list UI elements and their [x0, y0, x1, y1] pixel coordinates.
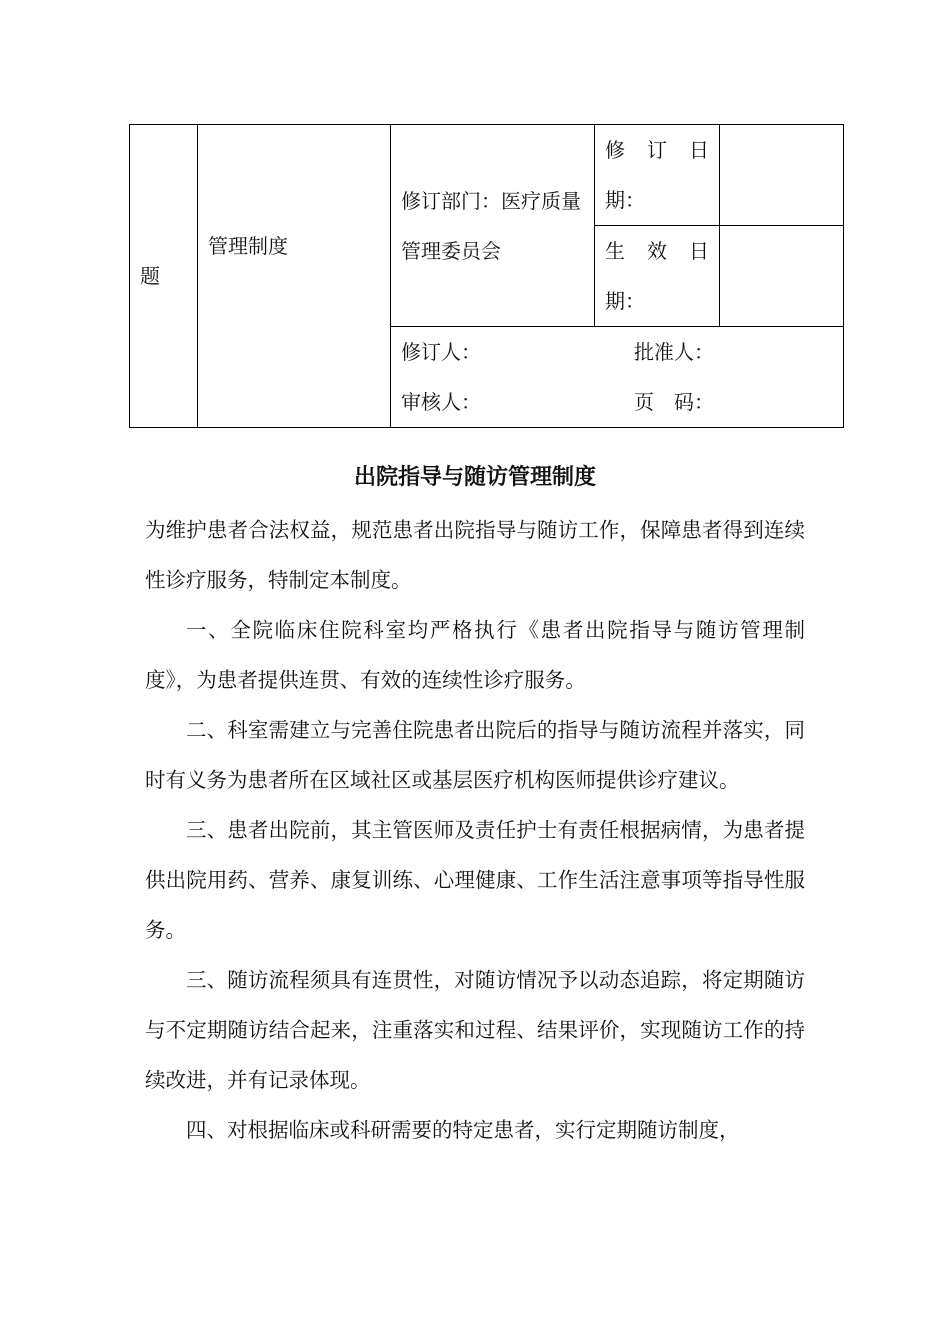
document-header-table [129, 124, 844, 428]
revision-dept-cell [391, 125, 595, 327]
clause-paragraph: 三、随访流程须具有连贯性，对随访情况予以动态追踪，将定期随访与不定期随访结合起来，注重落实和过程、结果评价，实现随访工作的持续改进，并有记录体现。 [145, 968, 805, 1092]
revise-date-label-cell [595, 125, 720, 226]
subject-label-cell [130, 125, 198, 428]
effective-date-label-bottom: 期： [605, 289, 645, 313]
subject-label: 题 [140, 264, 160, 288]
subject-value: 管理制度 [208, 234, 288, 258]
intro-paragraph: 为维护患者合法权益，规范患者出院指导与随访工作，保障患者得到连续性诊疗服务，特制定本制度。 [145, 518, 805, 592]
clause-paragraph: 一、全院临床住院科室均严格执行《患者出院指导与随访管理制度》，为患者提供连贯、有效的连续性诊疗服务。 [145, 618, 805, 692]
auditor-label: 审核人： [401, 390, 481, 414]
document-title: 出院指导与随访管理制度 [353, 465, 596, 490]
effective-date-label-cell [595, 226, 720, 327]
effective-date-label-top: 生 效 日 [605, 239, 709, 263]
revision-dept: 修订部门：医疗质量管理委员会 [401, 188, 581, 263]
revise-date-value [720, 125, 844, 226]
effective-date-value [720, 226, 844, 327]
document-body [145, 505, 805, 1155]
revise-date-label-top: 修 订 日 [605, 138, 709, 162]
clause-paragraph: 三、患者出院前，其主管医师及责任护士有责任根据病情，为患者提供出院用药、营养、康复训练、心理健康、工作生活注意事项等指导性服务。 [145, 818, 805, 942]
clause-paragraph: 四、对根据临床或科研需要的特定患者，实行定期随访制度， [186, 1118, 740, 1142]
clause-paragraph: 二、科室需建立与完善住院患者出院后的指导与随访流程并落实，同时有义务为患者所在区域社区或基层医疗机构医师提供诊疗建议。 [145, 718, 805, 792]
signatures-cell [391, 327, 844, 428]
page-number-label: 页 码： [634, 390, 714, 414]
reviser-label: 修订人： [401, 340, 481, 364]
approver-label: 批准人： [634, 340, 714, 364]
subject-value-cell [198, 125, 391, 428]
revise-date-label-bottom: 期： [605, 188, 645, 212]
